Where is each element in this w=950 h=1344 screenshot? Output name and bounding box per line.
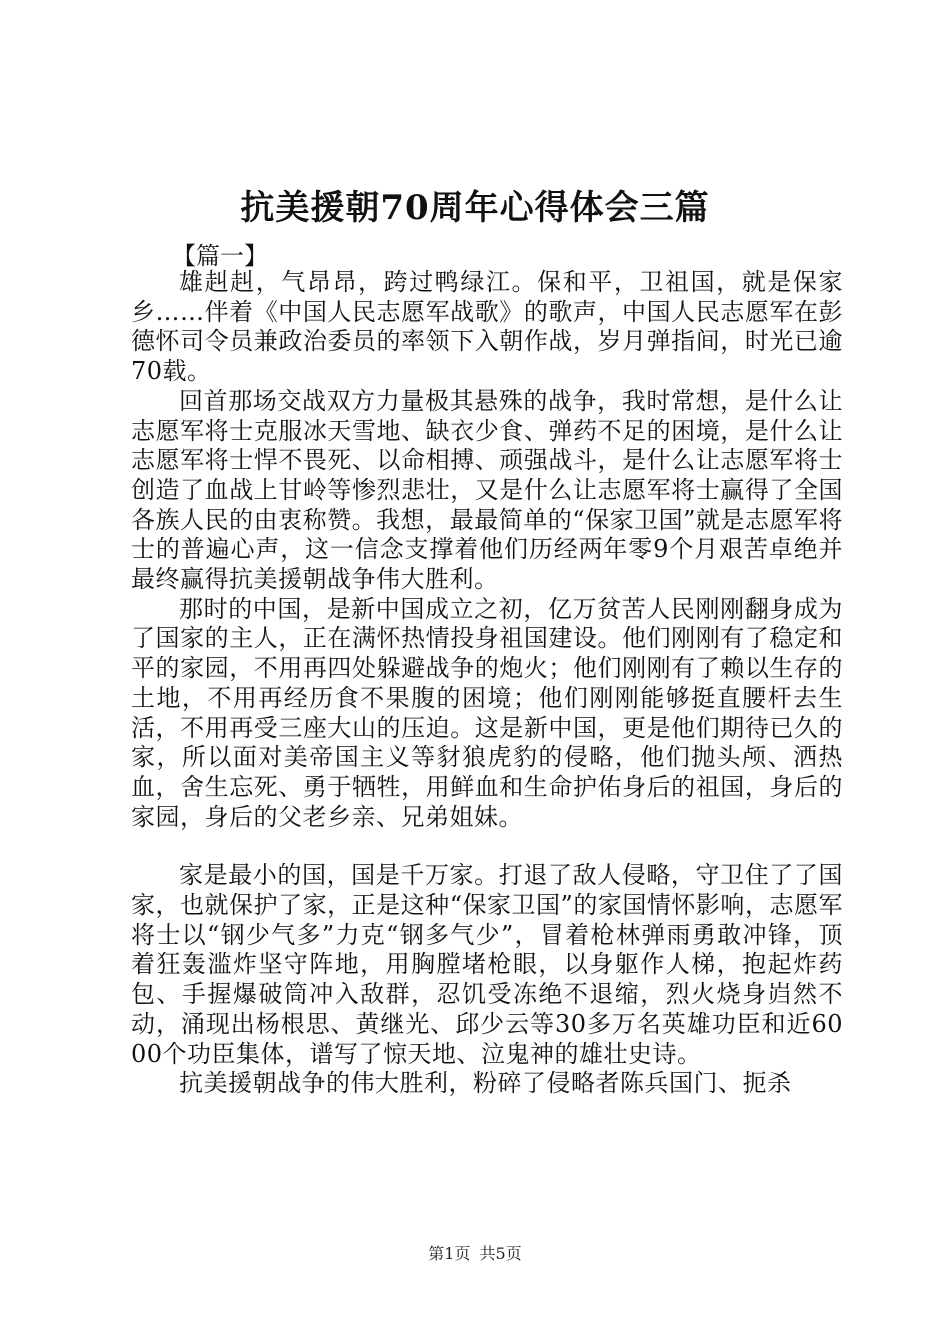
page-footer [0,1244,950,1264]
paragraph: 那时的中国，是新中国成立之初，亿万贫苦人民刚刚翻身成为了国家的主人，正在满怀热情投身祖国建设。他们刚刚有了稳定和平的家园，不用再四处躲避战争的炮火；他们刚刚有了赖以生存的土地，不用再经历食不果腹的困境；他们刚刚能够挺直腰杆去生活，不用再受三座大山的压迫。这是新中国，更是他们期待已久的家，所以面对美帝国主义等豺狼虎豹的侵略，他们抛头颅、洒热血，舍生忘死、勇于牺牲，用鲜血和生命护佑身后的祖国，身后的家园，身后的父老乡亲、兄弟姐妹。 [131,594,843,831]
paragraph: 雄赳赳，气昂昂，跨过鸭绿江。保和平，卫祖国，就是保家乡……伴着《中国人民志愿军战歌》的歌声，中国人民志愿军在彭德怀司令员兼政治委员的率领下入朝作战，岁月弹指间，时光已逾70载。 [131,268,843,386]
paragraph: 抗美援朝战争的伟大胜利，粉碎了侵略者陈兵国门、扼杀 [179,1069,792,1098]
paragraph: 家是最小的国，国是千万家。打退了敌人侵略，守卫住了了国家，也就保护了家，正是这种“保家卫国”的家国情怀影响，志愿军将士以“钢少气多”力克“钢多气少”，冒着枪林弹雨勇敢冲锋，顶着狂轰滥炸坚守阵地，用胸膛堵枪眼，以身躯作人梯，抱起炸药包、手握爆破筒冲入敌群，忍饥受冻绝不退缩，烈火烧身岿然不动，涌现出杨根思、黄继光、邱少云等30多万名英雄功臣和近6000个功臣集体，谱写了惊天地、泣鬼神的雄壮史诗。 [131,861,843,1068]
section-label: 【篇一】 [172,242,268,270]
document-body [131,268,843,1099]
paragraph: 回首那场交战双方力量极其悬殊的战争，我时常想，是什么让志愿军将士克服冰天雪地、缺衣少食、弹药不足的困境，是什么让志愿军将士悍不畏死、以命相搏、顽强战斗，是什么让志愿军将士创造了血战上甘岭等惨烈悲壮，又是什么让志愿军将士赢得了全国各族人民的由衷称赞。我想，最最简单的“保家卫国”就是志愿军将士的普遍心声，这一信念支撑着他们历经两年零9个月艰苦卓绝并最终赢得抗美援朝战争伟大胜利。 [131,386,843,594]
page-total: 共5页 [479,1244,522,1263]
document-title: 抗美援朝70周年心得体会三篇 [240,188,710,228]
page-number: 第1页 [428,1244,471,1263]
